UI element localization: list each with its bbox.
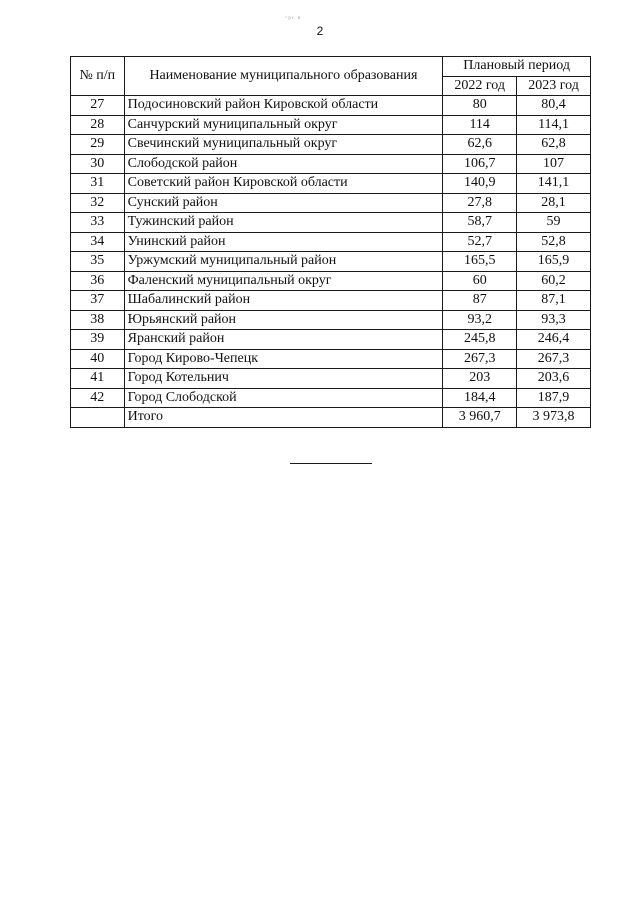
row-number: 28	[71, 115, 125, 135]
row-value-2023: 59	[517, 213, 591, 233]
row-municipality-name: Слободской район	[124, 154, 443, 174]
row-municipality-name: Город Слободской	[124, 388, 443, 408]
row-number: 30	[71, 154, 125, 174]
row-value-2022: 203	[443, 369, 517, 389]
table-row	[71, 232, 591, 252]
row-value-2022: 62,6	[443, 135, 517, 155]
row-value-2022: 27,8	[443, 193, 517, 213]
total-num	[71, 408, 125, 428]
row-number: 33	[71, 213, 125, 233]
row-value-2023: 87,1	[517, 291, 591, 311]
row-value-2023: 52,8	[517, 232, 591, 252]
table-row	[71, 310, 591, 330]
row-number: 31	[71, 174, 125, 194]
row-number: 42	[71, 388, 125, 408]
row-value-2022: 106,7	[443, 154, 517, 174]
row-value-2023: 203,6	[517, 369, 591, 389]
row-value-2022: 165,5	[443, 252, 517, 272]
table-row	[71, 271, 591, 291]
row-value-2023: 267,3	[517, 349, 591, 369]
row-value-2022: 267,3	[443, 349, 517, 369]
table-row	[71, 96, 591, 116]
header-year-2022: 2022 год	[443, 76, 517, 96]
total-label: Итого	[124, 408, 443, 428]
row-municipality-name: Город Кирово-Чепецк	[124, 349, 443, 369]
row-municipality-name: Уржумский муниципальный район	[124, 252, 443, 272]
table-row	[71, 135, 591, 155]
row-municipality-name: Юрьянский район	[124, 310, 443, 330]
header-period: Плановый период	[443, 57, 591, 77]
row-value-2023: 165,9	[517, 252, 591, 272]
table-row	[71, 291, 591, 311]
total-row	[71, 408, 591, 428]
row-number: 38	[71, 310, 125, 330]
table-row	[71, 174, 591, 194]
row-number: 37	[71, 291, 125, 311]
row-number: 35	[71, 252, 125, 272]
row-number: 32	[71, 193, 125, 213]
row-value-2023: 28,1	[517, 193, 591, 213]
row-municipality-name: Шабалинский район	[124, 291, 443, 311]
page-number: 2	[316, 24, 324, 38]
row-value-2023: 114,1	[517, 115, 591, 135]
row-municipality-name: Тужинский район	[124, 213, 443, 233]
row-value-2022: 52,7	[443, 232, 517, 252]
row-municipality-name: Советский район Кировской области	[124, 174, 443, 194]
row-value-2022: 58,7	[443, 213, 517, 233]
row-value-2023: 141,1	[517, 174, 591, 194]
table-row	[71, 388, 591, 408]
row-value-2022: 80	[443, 96, 517, 116]
table-row	[71, 369, 591, 389]
row-number: 29	[71, 135, 125, 155]
table-row	[71, 154, 591, 174]
row-municipality-name: Унинский район	[124, 232, 443, 252]
table-header-row	[71, 57, 591, 77]
table-row	[71, 330, 591, 350]
row-value-2022: 87	[443, 291, 517, 311]
allocation-table	[70, 56, 591, 428]
row-number: 40	[71, 349, 125, 369]
row-value-2022: 140,9	[443, 174, 517, 194]
row-number: 27	[71, 96, 125, 116]
row-municipality-name: Город Котельнич	[124, 369, 443, 389]
row-number: 34	[71, 232, 125, 252]
row-number: 39	[71, 330, 125, 350]
table-row	[71, 349, 591, 369]
header-name: Наименование муниципального образования	[124, 57, 443, 96]
row-value-2023: 62,8	[517, 135, 591, 155]
row-value-2023: 80,4	[517, 96, 591, 116]
row-municipality-name: Фаленский муниципальный округ	[124, 271, 443, 291]
header-num: № п/п	[71, 57, 125, 96]
row-value-2022: 93,2	[443, 310, 517, 330]
table-row	[71, 252, 591, 272]
table-row	[71, 213, 591, 233]
row-number: 36	[71, 271, 125, 291]
row-value-2023: 246,4	[517, 330, 591, 350]
closing-rule	[290, 463, 372, 464]
row-value-2022: 245,8	[443, 330, 517, 350]
total-2022: 3 960,7	[443, 408, 517, 428]
row-value-2022: 114	[443, 115, 517, 135]
row-municipality-name: Яранский район	[124, 330, 443, 350]
table-row	[71, 193, 591, 213]
row-number: 41	[71, 369, 125, 389]
row-municipality-name: Сунский район	[124, 193, 443, 213]
table-row	[71, 115, 591, 135]
row-value-2022: 60	[443, 271, 517, 291]
row-municipality-name: Свечинский муниципальный округ	[124, 135, 443, 155]
table-body	[71, 96, 591, 408]
row-municipality-name: Санчурский муниципальный округ	[124, 115, 443, 135]
total-2023: 3 973,8	[517, 408, 591, 428]
header-year-2023: 2023 год	[517, 76, 591, 96]
row-value-2023: 60,2	[517, 271, 591, 291]
row-value-2023: 187,9	[517, 388, 591, 408]
row-value-2023: 93,3	[517, 310, 591, 330]
scan-artifact: ᵔᵖᶜ ⁿ	[285, 14, 302, 23]
row-value-2022: 184,4	[443, 388, 517, 408]
row-municipality-name: Подосиновский район Кировской области	[124, 96, 443, 116]
row-value-2023: 107	[517, 154, 591, 174]
